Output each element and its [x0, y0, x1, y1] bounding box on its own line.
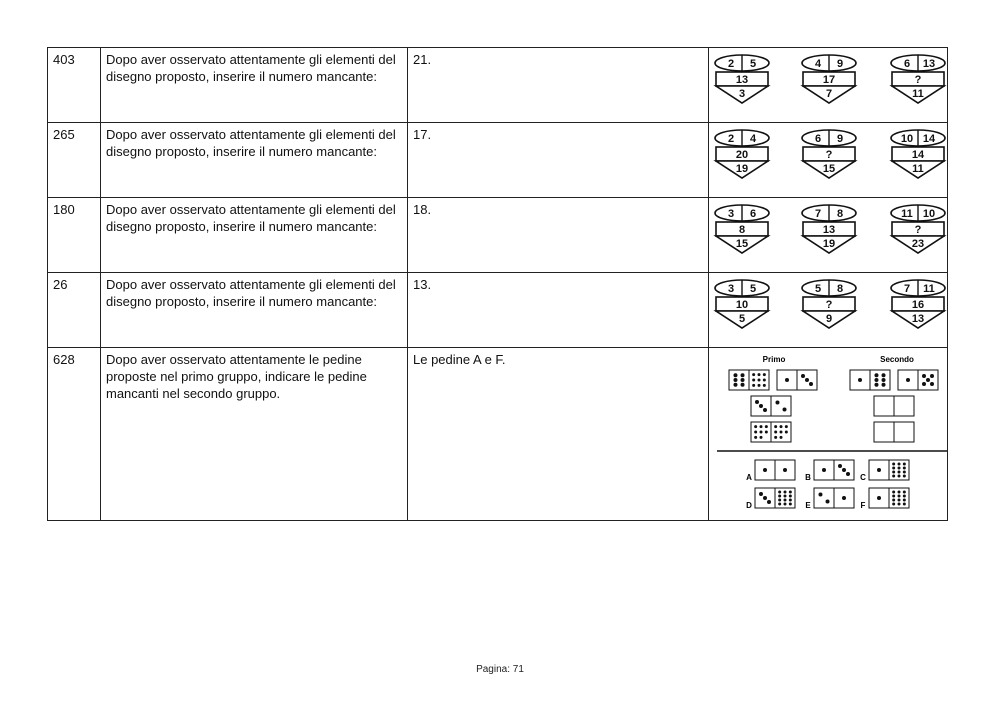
shield-item [802, 130, 856, 178]
domino-option [755, 460, 795, 480]
page-footer: Pagina: 71 [476, 664, 524, 675]
table-row [48, 273, 948, 348]
shield-figure [709, 273, 947, 343]
shield-middle-number: 14 [911, 149, 925, 161]
shield-top-right-number: 6 [749, 208, 757, 220]
domino-primo [729, 370, 769, 390]
domino-pip [882, 383, 886, 387]
shield-item [715, 130, 769, 178]
domino-pip [930, 374, 934, 378]
domino-pip [877, 496, 881, 500]
domino-pip [892, 499, 895, 502]
row-id: 180 [48, 198, 101, 273]
shield-item [802, 55, 856, 103]
shield-middle-number: 10 [735, 299, 749, 311]
shield-bottom-number: 11 [912, 88, 924, 100]
shield-top-left-number: 4 [814, 58, 822, 70]
shield-item [891, 55, 945, 103]
domino-pip [752, 373, 755, 376]
shield-bottom-number: 19 [822, 238, 836, 250]
shield-bottom-number: 3 [738, 88, 746, 100]
domino-pip [801, 374, 805, 378]
shield-top-right-number: 8 [836, 208, 844, 220]
domino-pip [903, 463, 906, 466]
shield-figure [709, 198, 947, 268]
shield-top-left-number: 5 [814, 283, 822, 295]
domino-secondo [874, 396, 914, 416]
domino-pip [903, 495, 906, 498]
domino-pip [898, 467, 901, 470]
domino-pip [903, 503, 906, 506]
domino-pip [898, 475, 901, 478]
domino-option [869, 488, 909, 508]
shield-top-left-number: 6 [903, 58, 911, 70]
domino-pip [780, 425, 783, 428]
shield-bottom-number: 13 [911, 313, 925, 325]
domino-pip [733, 378, 737, 382]
domino-pip [874, 383, 878, 387]
domino-option [814, 488, 854, 508]
domino-pip [838, 464, 842, 468]
domino-pip [778, 491, 781, 494]
domino-pip [892, 471, 895, 474]
domino-pip [774, 436, 777, 439]
row-answer: 17. [408, 123, 709, 198]
domino-primo [751, 396, 791, 416]
domino-pip [892, 463, 895, 466]
shield-item [891, 205, 945, 253]
domino-pip [922, 374, 926, 378]
domino-option [814, 460, 854, 480]
shield-bottom-number: 5 [738, 313, 746, 325]
domino-pip [818, 492, 822, 496]
domino-pip [763, 496, 767, 500]
domino-pip [874, 373, 878, 377]
domino-pip [882, 378, 886, 382]
shield-item [802, 280, 856, 328]
shield-bottom-number: 23 [911, 238, 925, 250]
domino-pip [789, 499, 792, 502]
domino-pip [892, 503, 895, 506]
table-row [48, 198, 948, 273]
shield-middle-number: 13 [735, 74, 749, 86]
domino-pip [898, 495, 901, 498]
domino-pip [741, 383, 745, 387]
shield-top-left-number: 11 [901, 208, 913, 220]
shield-middle-number: 8 [738, 224, 746, 236]
domino-pip [754, 436, 757, 439]
domino-pip [758, 384, 761, 387]
domino-pip [892, 467, 895, 470]
domino-secondo [874, 422, 914, 442]
domino-pip [785, 425, 788, 428]
shield-top-right-number: 14 [922, 133, 936, 145]
domino-pip [903, 471, 906, 474]
row-id: 265 [48, 123, 101, 198]
domino-pip [926, 378, 930, 382]
domino-figure [709, 348, 947, 516]
domino-pip [774, 425, 777, 428]
domino-pip [741, 378, 745, 382]
domino-pip [755, 400, 759, 404]
primo-label: Primo [762, 355, 786, 364]
shield-bottom-number: 11 [912, 163, 924, 175]
shield-top-left-number: 3 [727, 208, 735, 220]
domino-pip [789, 491, 792, 494]
shield-bottom-number: 9 [825, 313, 833, 325]
row-question: Dopo aver osservato attentamente le pedine proposte nel primo gruppo, indicare le pedine mancanti nel secondo gruppo. [101, 348, 408, 521]
shield-top-left-number: 2 [727, 58, 735, 70]
domino-pip [774, 431, 777, 434]
shield-item [715, 205, 769, 253]
domino-pip [898, 471, 901, 474]
domino-secondo [898, 370, 938, 390]
domino-pip [898, 503, 901, 506]
domino-pip [892, 495, 895, 498]
domino-pip [780, 436, 783, 439]
domino-pip [784, 491, 787, 494]
shield-top-right-number: 5 [749, 58, 757, 70]
domino-pip [763, 373, 766, 376]
domino-pip [898, 499, 901, 502]
row-question: Dopo aver osservato attentamente gli elementi del disegno proposto, inserire il numero mancante: [101, 123, 408, 198]
shield-figure [709, 48, 947, 118]
domino-pip [784, 503, 787, 506]
domino-pip [758, 373, 761, 376]
domino-pip [760, 431, 763, 434]
domino-pip [922, 382, 926, 386]
shield-top-left-number: 7 [814, 208, 822, 220]
shield-top-left-number: 2 [727, 133, 735, 145]
row-question: Dopo aver osservato attentamente gli elementi del disegno proposto, inserire il numero mancante: [101, 198, 408, 273]
row-answer: Le pedine A e F. [408, 348, 709, 521]
domino-option [755, 488, 795, 508]
domino-pip [760, 425, 763, 428]
shield-middle-number: ? [825, 149, 833, 161]
domino-pip [805, 378, 809, 382]
option-label: E [805, 501, 811, 510]
domino-pip [758, 379, 761, 382]
domino-pip [903, 499, 906, 502]
shield-middle-number: 16 [911, 299, 925, 311]
row-answer: 21. [408, 48, 709, 123]
domino-primo [751, 422, 791, 442]
shield-middle-number: ? [914, 224, 922, 236]
domino-secondo [850, 370, 890, 390]
domino-pip [892, 475, 895, 478]
option-label: A [746, 473, 752, 482]
domino-pip [842, 496, 846, 500]
domino-pip [765, 425, 768, 428]
shield-top-left-number: 6 [814, 133, 822, 145]
domino-pip [842, 468, 846, 472]
shield-bottom-number: 15 [735, 238, 749, 250]
shield-middle-number: 13 [822, 224, 836, 236]
domino-pip [763, 468, 767, 472]
option-label: F [860, 501, 866, 510]
domino-pip [892, 491, 895, 494]
shield-bottom-number: 15 [822, 163, 836, 175]
shield-figure [709, 123, 947, 193]
row-figure [709, 348, 948, 521]
domino-pip [874, 378, 878, 382]
shield-middle-number: ? [914, 74, 922, 86]
domino-primo [777, 370, 817, 390]
domino-pip [846, 472, 850, 476]
shield-middle-number: ? [825, 299, 833, 311]
domino-pip [858, 378, 862, 382]
row-id: 403 [48, 48, 101, 123]
domino-pip [783, 468, 787, 472]
domino-pip [752, 379, 755, 382]
shield-middle-number: 20 [735, 149, 749, 161]
domino-pip [903, 475, 906, 478]
row-question: Dopo aver osservato attentamente gli elementi del disegno proposto, inserire il numero mancante: [101, 48, 408, 123]
domino-pip [898, 463, 901, 466]
domino-pip [903, 491, 906, 494]
row-figure [709, 198, 948, 273]
shield-top-left-number: 7 [903, 283, 911, 295]
shield-item [891, 130, 945, 178]
domino-pip [763, 379, 766, 382]
row-id: 26 [48, 273, 101, 348]
domino-pip [733, 383, 737, 387]
table-row [48, 48, 948, 123]
shield-top-right-number: 13 [922, 58, 936, 70]
domino-option [869, 460, 909, 480]
domino-pip [741, 373, 745, 377]
row-figure [709, 273, 948, 348]
domino-pip [789, 495, 792, 498]
domino-pip [759, 404, 763, 408]
domino-pip [789, 503, 792, 506]
domino-pip [877, 468, 881, 472]
domino-pip [930, 382, 934, 386]
domino-pip [763, 408, 767, 412]
shield-item [891, 280, 945, 328]
domino-pip [809, 382, 813, 386]
domino-pip [752, 384, 755, 387]
shield-bottom-number: 7 [825, 88, 833, 100]
table-row [48, 123, 948, 198]
shield-top-right-number: 9 [836, 58, 844, 70]
shield-middle-number: 17 [822, 74, 836, 86]
domino-pip [778, 495, 781, 498]
domino-pip [898, 491, 901, 494]
shield-top-left-number: 3 [727, 283, 735, 295]
secondo-label: Secondo [880, 355, 914, 364]
shield-item [802, 205, 856, 253]
shield-item [715, 280, 769, 328]
row-answer: 18. [408, 198, 709, 273]
shield-top-right-number: 9 [836, 133, 844, 145]
domino-pip [784, 499, 787, 502]
domino-pip [783, 408, 787, 412]
row-figure [709, 123, 948, 198]
shield-top-right-number: 10 [922, 208, 936, 220]
shield-item [715, 55, 769, 103]
table-row [48, 348, 948, 521]
shield-top-right-number: 8 [836, 283, 844, 295]
domino-pip [767, 500, 771, 504]
domino-pip [765, 431, 768, 434]
domino-pip [785, 378, 789, 382]
shield-top-right-number: 4 [749, 133, 757, 145]
domino-pip [780, 431, 783, 434]
domino-pip [754, 425, 757, 428]
domino-pip [775, 400, 779, 404]
shield-bottom-number: 19 [735, 163, 749, 175]
domino-pip [903, 467, 906, 470]
domino-pip [785, 431, 788, 434]
domino-pip [906, 378, 910, 382]
domino-pip [822, 468, 826, 472]
row-question: Dopo aver osservato attentamente gli elementi del disegno proposto, inserire il numero mancante: [101, 273, 408, 348]
domino-pip [784, 495, 787, 498]
domino-pip [759, 492, 763, 496]
domino-pip [778, 503, 781, 506]
shield-top-right-number: 11 [923, 283, 935, 295]
shield-top-left-number: 10 [900, 133, 914, 145]
domino-pip [733, 373, 737, 377]
domino-pip [778, 499, 781, 502]
domino-pip [760, 436, 763, 439]
option-label: D [746, 501, 752, 510]
domino-pip [754, 431, 757, 434]
shield-top-right-number: 5 [749, 283, 757, 295]
option-label: C [860, 473, 866, 482]
option-label: B [805, 473, 811, 482]
domino-pip [826, 500, 830, 504]
domino-pip [882, 373, 886, 377]
row-id: 628 [48, 348, 101, 521]
questions-table [47, 47, 948, 521]
row-figure [709, 48, 948, 123]
domino-pip [763, 384, 766, 387]
row-answer: 13. [408, 273, 709, 348]
